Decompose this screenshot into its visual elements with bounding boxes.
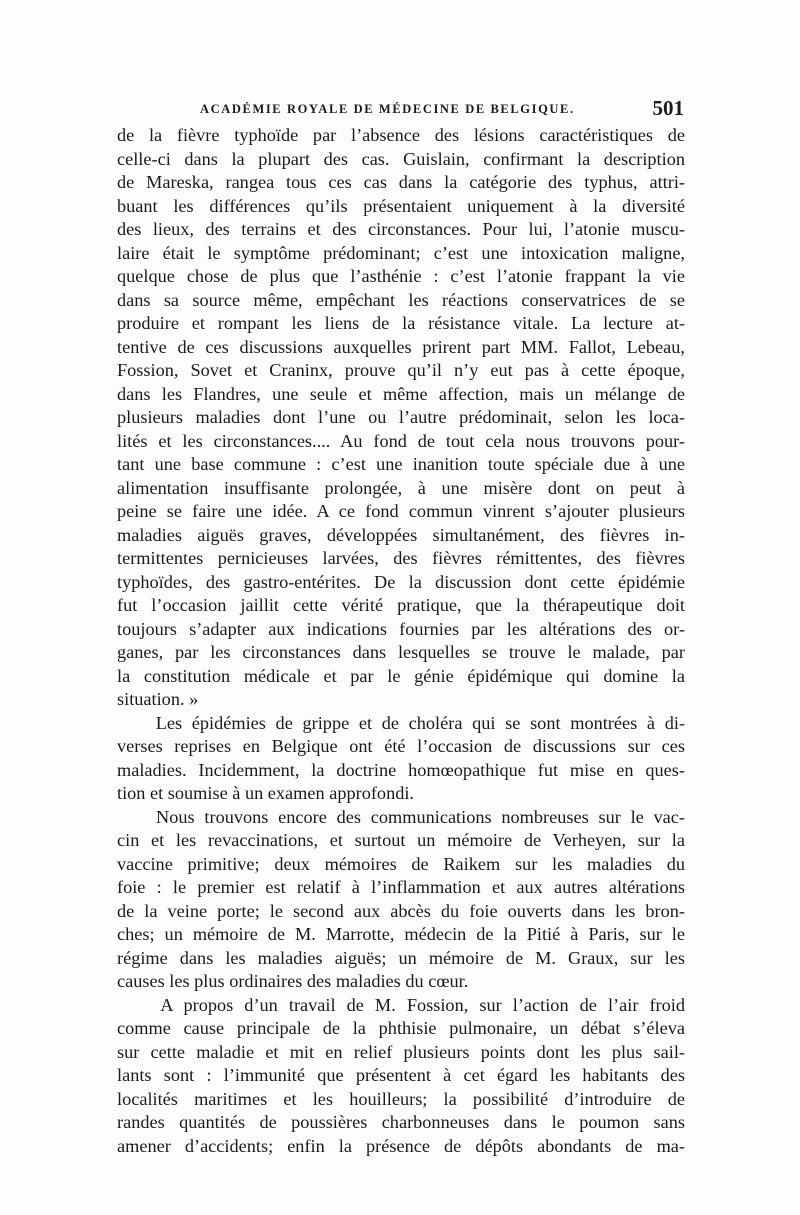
text-line: verses reprises en Belgique ont été l’occasion de discussions sur ces bbox=[117, 736, 685, 756]
text-line: ganes, par les circonstances dans lesquelles se trouve le malade, par bbox=[117, 642, 685, 662]
text-line: vaccine primitive; deux mémoires de Raikem sur les maladies du bbox=[117, 853, 685, 874]
text-line: laire était le symptôme prédominant; c’est une intoxication maligne, bbox=[117, 242, 685, 263]
text-line: quelque chose de plus que l’asthénie : c’est l’atonie frappant la vie bbox=[117, 266, 685, 286]
text-line: lités et les circonstances.... Au fond de tout cela nous trouvons pour- bbox=[117, 430, 685, 451]
running-head bbox=[112, 96, 684, 124]
text-line: Fossion, Sovet et Craninx, prouve qu’il n’y eut pas à cette époque, bbox=[117, 360, 685, 380]
text-line: tentive de ces discussions auxquelles prirent part MM. Fallot, Lebeau, bbox=[117, 336, 685, 357]
text-line: comme cause principale de la phthisie pulmonaire, un débat s’éleva bbox=[117, 1018, 685, 1038]
text-line: localités maritimes et les houilleurs; la possibilité d’introduire de bbox=[117, 1088, 685, 1109]
text-line: plusieurs maladies dont l’une ou l’autre prédominait, selon les loca- bbox=[117, 407, 685, 427]
text-line: sur cette maladie et mit en relief plusieurs points dont les plus sail- bbox=[117, 1041, 685, 1062]
text-line: de Mareska, rangea tous ces cas dans la catégorie des typhus, attri- bbox=[117, 172, 685, 192]
text-line: dans sa source même, empêchant les réactions conservatrices de se bbox=[117, 289, 685, 310]
text-line: produire et rompant les liens de la résistance vitale. La lecture at- bbox=[117, 313, 685, 333]
text-line: situation. » bbox=[117, 689, 199, 709]
text-line: la constitution médicale et par le génie épidémique qui domine la bbox=[117, 665, 685, 686]
text-line: Les épidémies de grippe et de choléra qui se sont montrées à di- bbox=[117, 712, 685, 733]
text-line: régime dans les maladies aiguës; un mémoire de M. Graux, sur les bbox=[117, 947, 685, 968]
text-line: causes les plus ordinaires des maladies du cœur. bbox=[117, 971, 469, 991]
text-line: cin et les revaccinations, et surtout un mémoire de Verheyen, sur la bbox=[117, 830, 685, 850]
text-line: randes quantités de poussières charbonneuses dans le poumon sans bbox=[117, 1112, 685, 1132]
text-line: peine se faire une idée. A ce fond commun vinrent s’ajouter plusieurs bbox=[117, 501, 685, 521]
text-line: maladies aiguës graves, développées simultanément, des fièvres in- bbox=[117, 524, 685, 545]
header-title: ACADÉMIE ROYALE DE MÉDECINE DE BELGIQUE. bbox=[200, 102, 575, 116]
text-line: buant les différences qu’ils présentaient uniquement à la diversité bbox=[117, 195, 685, 216]
text-line: A propos d’un travail de M. Fossion, sur l’action de l’air froid bbox=[117, 994, 685, 1015]
text-line: tion et soumise à un examen approfondi. bbox=[117, 783, 414, 803]
text-line: toujours s’adapter aux indications fournies par les altérations des or- bbox=[117, 618, 685, 639]
text-line: typhoïdes, des gastro-entérites. De la discussion dont cette épidémie bbox=[117, 571, 685, 592]
text-line: Nous trouvons encore des communications nombreuses sur le vac- bbox=[117, 806, 685, 827]
text-line: lants sont : l’immunité que présentent à cet égard les habitants des bbox=[117, 1065, 685, 1085]
text-line: maladies. Incidemment, la doctrine homœopathique fut mise en ques- bbox=[117, 759, 685, 780]
text-line: ches; un mémoire de M. Marrotte, médecin de la Pitié à Paris, sur le bbox=[117, 924, 685, 944]
text-line: des lieux, des terrains et des circonstances. Pour lui, l’atonie muscu- bbox=[117, 219, 685, 239]
text-line: fut l’occasion jaillit cette vérité pratique, que la thérapeutique doit bbox=[117, 595, 685, 615]
text-line: alimentation insuffisante prolongée, à une misère dont on peut à bbox=[117, 477, 685, 498]
text-line: de la veine porte; le second aux abcès du foie ouverts dans les bron- bbox=[117, 900, 685, 921]
text-line: dans les Flandres, une seule et même affection, mais un mélange de bbox=[117, 383, 685, 404]
page-number: 501 bbox=[652, 96, 684, 120]
text-line: tant une base commune : c’est une inanition toute spéciale due à une bbox=[117, 454, 685, 474]
text-line: termittentes pernicieuses larvées, des fièvres rémittentes, des fièvres bbox=[117, 548, 685, 568]
text-line: celle-ci dans la plupart des cas. Guislain, confirmant la description bbox=[117, 148, 685, 169]
text-line: de la fièvre typhoïde par l’absence des lésions caractéristiques de bbox=[117, 125, 685, 145]
body-text bbox=[117, 124, 685, 1158]
text-line: amener d’accidents; enfin la présence de dépôts abondants de ma- bbox=[117, 1135, 685, 1156]
text-line: foie : le premier est relatif à l’inflammation et aux autres altérations bbox=[117, 877, 685, 897]
